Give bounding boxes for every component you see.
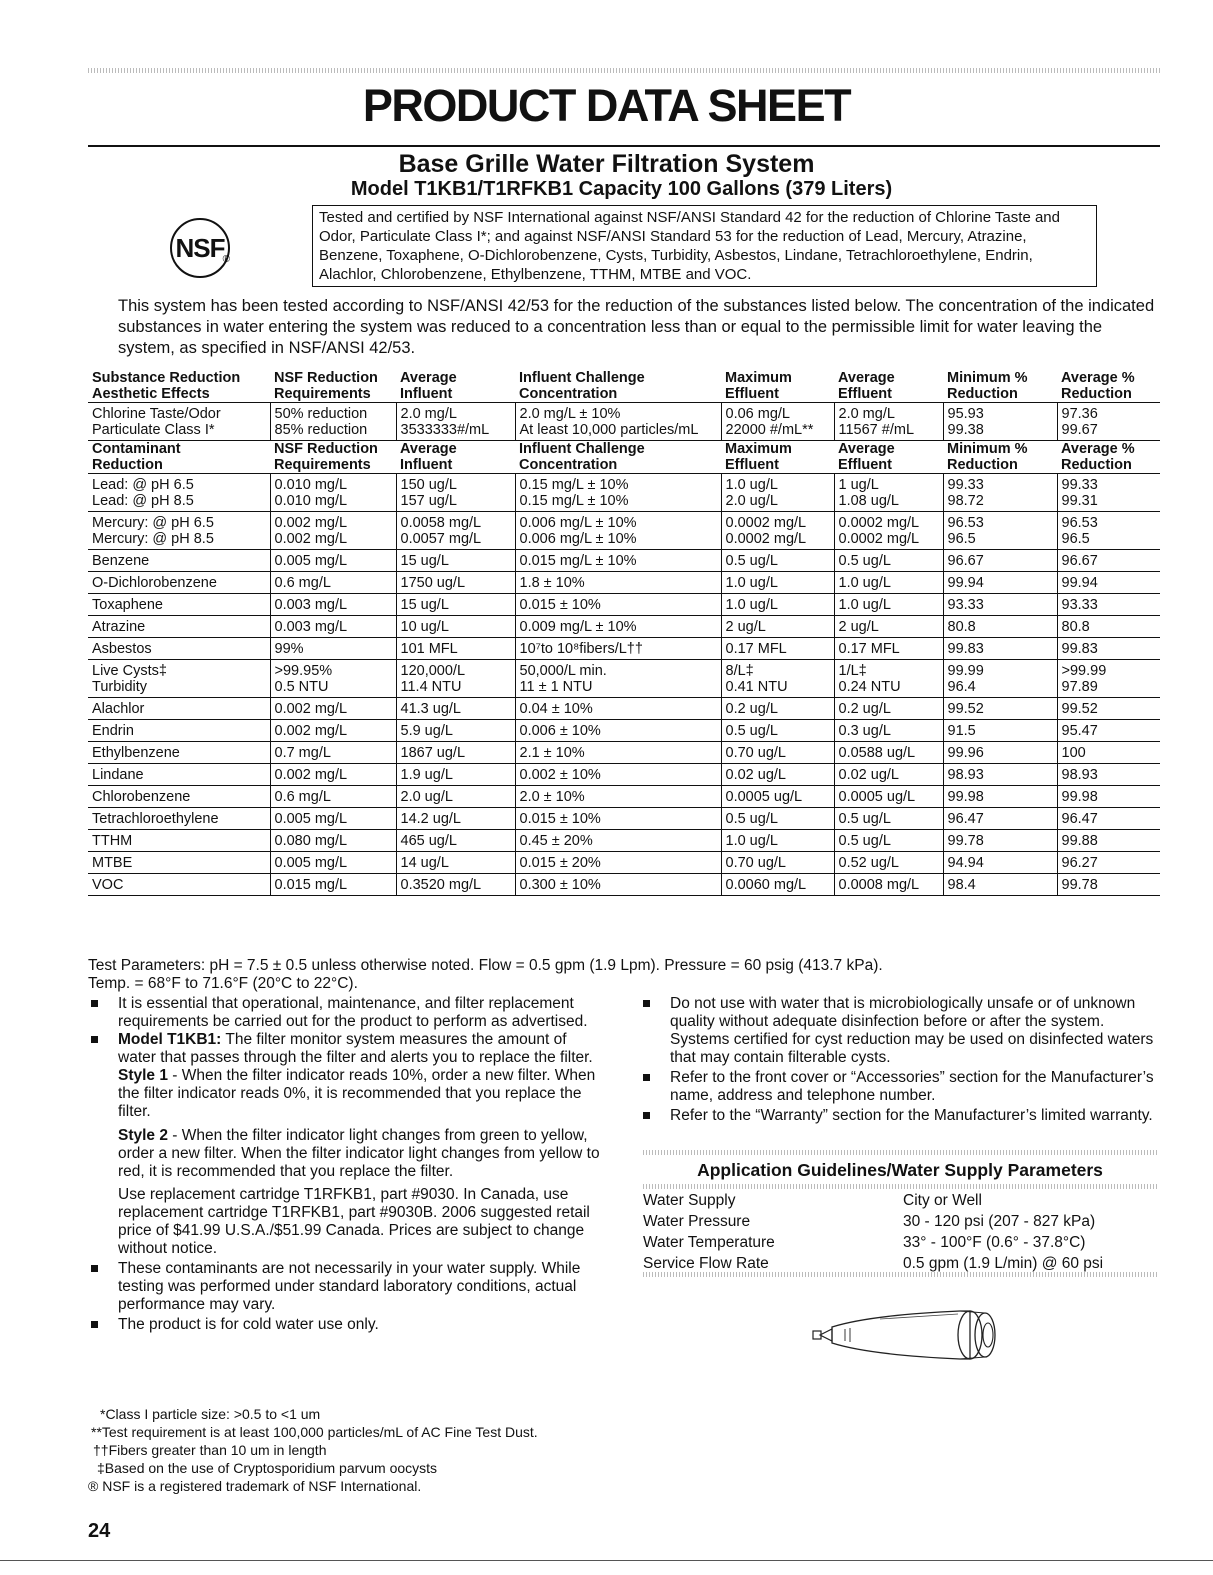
table-cell: Influent Challenge Concentration [515, 441, 721, 474]
nsf-logo-text: NSF [175, 233, 225, 263]
table-cell: 0.0058 mg/L 0.0057 mg/L [396, 512, 515, 550]
table-cell: 99.83 [943, 638, 1057, 660]
table-cell: 0.015 ± 20% [515, 852, 721, 874]
table-cell: 0.0005 ug/L [721, 786, 834, 808]
table-cell: 50% reduction 85% reduction [270, 403, 396, 441]
table-cell: Average Effluent [834, 370, 943, 403]
table-cell: 1.0 ug/L [834, 594, 943, 616]
registered-mark: ® [222, 254, 230, 265]
table-cell: Toxaphene [88, 594, 270, 616]
table-cell: Average Effluent [834, 441, 943, 474]
table-cell: 0.015 mg/L [270, 874, 396, 896]
table-cell: 95.47 [1057, 720, 1160, 742]
table-cell: Average Influent [396, 370, 515, 403]
style-1-paragraph: Style 1 - When the filter indicator reads 10%, order a new filter. When the filter indicator reads 0%, it is recommended that you replace the filter. [118, 1067, 596, 1120]
table-cell: 0.3520 mg/L [396, 874, 515, 896]
app-value: 33° - 100°F (0.6° - 37.8°C) [903, 1234, 1086, 1251]
table-cell: Chlorine Taste/Odor Particulate Class I* [88, 403, 270, 441]
table-cell: 1.0 ug/L [721, 830, 834, 852]
table-cell: 2.0 ug/L [396, 786, 515, 808]
nsf-logo [170, 218, 230, 278]
table-cell: 0.15 mg/L ± 10% 0.15 mg/L ± 10% [515, 474, 721, 512]
table-cell: 100 [1057, 742, 1160, 764]
table-cell: 2.0 mg/L 11567 #/mL [834, 403, 943, 441]
page-title: PRODUCT DATA SHEET [362, 80, 851, 131]
table-cell: 14.2 ug/L [396, 808, 515, 830]
table-cell: 98.93 [943, 764, 1057, 786]
reduction-table [88, 370, 1160, 896]
table-row [88, 698, 1160, 720]
table-cell: 0.5 ug/L [834, 550, 943, 572]
table-cell: 99.52 [1057, 698, 1160, 720]
table-cell: 0.300 ± 10% [515, 874, 721, 896]
table-cell: 8/L‡ 0.41 NTU [721, 660, 834, 698]
table-row [88, 786, 1160, 808]
table-cell: 0.002 mg/L 0.002 mg/L [270, 512, 396, 550]
table-cell: Minimum % Reduction [943, 441, 1057, 474]
table-row [88, 852, 1160, 874]
app-row [643, 1253, 1103, 1274]
table-cell: 0.0002 mg/L 0.0002 mg/L [834, 512, 943, 550]
table-cell: 15 ug/L [396, 550, 515, 572]
table-row [88, 403, 1160, 441]
table-cell: Mercury: @ pH 6.5 Mercury: @ pH 8.5 [88, 512, 270, 550]
bullet-maintenance: It is essential that operational, maintenance, and filter replacement requirements be carried out for the product to perform as advertised. [88, 995, 608, 1031]
table-cell: VOC [88, 874, 270, 896]
table-cell: 0.70 ug/L [721, 852, 834, 874]
table-cell: 96.47 [943, 808, 1057, 830]
table-cell: Alachlor [88, 698, 270, 720]
table-cell: 2 ug/L [834, 616, 943, 638]
table-cell: Minimum % Reduction [943, 370, 1057, 403]
table-cell: 15 ug/L [396, 594, 515, 616]
app-value: 30 - 120 psi (207 - 827 kPa) [903, 1213, 1096, 1230]
app-value: 0.5 gpm (1.9 L/min) @ 60 psi [903, 1255, 1104, 1272]
table-cell: 101 MFL [396, 638, 515, 660]
table-cell: 0.52 ug/L [834, 852, 943, 874]
table-cell: 0.010 mg/L 0.010 mg/L [270, 474, 396, 512]
table-row [88, 550, 1160, 572]
table-cell: 0.02 ug/L [834, 764, 943, 786]
table-cell: Benzene [88, 550, 270, 572]
table-cell: 99.78 [1057, 874, 1160, 896]
table-cell: 0.002 mg/L [270, 698, 396, 720]
table-cell: Average Influent [396, 441, 515, 474]
bullet-model-t1kb1: Model T1KB1: The filter monitor system measures the amount of water that passes through the filter and alerts you to replace the filter. [88, 1031, 608, 1067]
table-cell: 0.003 mg/L [270, 594, 396, 616]
table-cell: 99.98 [1057, 786, 1160, 808]
table-cell: 0.0060 mg/L [721, 874, 834, 896]
table-cell: 91.5 [943, 720, 1057, 742]
table-cell: 0.0588 ug/L [834, 742, 943, 764]
table-cell: 96.47 [1057, 808, 1160, 830]
table-cell: 96.67 [1057, 550, 1160, 572]
table-cell: 0.2 ug/L [721, 698, 834, 720]
table-cell: 0.5 ug/L [721, 720, 834, 742]
table-cell: Average % Reduction [1057, 370, 1160, 403]
table-cell: 5.9 ug/L [396, 720, 515, 742]
app-bottom-rule [643, 1272, 1158, 1277]
table-cell: Maximum Effluent [721, 441, 834, 474]
table-header-contaminant [88, 441, 1160, 474]
table-cell: 96.53 96.5 [943, 512, 1057, 550]
table-cell: Influent Challenge Concentration [515, 370, 721, 403]
table-cell: Lindane [88, 764, 270, 786]
footnote: ††Fibers greater than 10 um in length [93, 1442, 327, 1458]
table-cell: 0.005 mg/L [270, 808, 396, 830]
table-cell: 99.94 [943, 572, 1057, 594]
table-cell: 14 ug/L [396, 852, 515, 874]
table-row [88, 572, 1160, 594]
bullet-contaminants: These contaminants are not necessarily in your water supply. While testing was performed under standard laboratory conditions, actual performance may vary. [88, 1260, 608, 1314]
table-cell: 0.5 ug/L [721, 550, 834, 572]
footnote: ® NSF is a registered trademark of NSF International. [88, 1478, 422, 1494]
table-cell: 1 ug/L 1.08 ug/L [834, 474, 943, 512]
table-cell: 99.99 96.4 [943, 660, 1057, 698]
table-cell: 2 ug/L [721, 616, 834, 638]
footnotes [88, 1405, 538, 1495]
table-cell: 80.8 [1057, 616, 1160, 638]
table-cell: Ethylbenzene [88, 742, 270, 764]
intro-paragraph: This system has been tested according to NSF/ANSI 42/53 for the reduction of the substances listed below. The concentration of the indicated substances in water entering the system was reduced to a concentration less than or equal to the permissible limit for water leaving the system, as specified in NSF/ANSI 42/53. [118, 297, 1155, 357]
app-key: Water Supply [643, 1192, 736, 1209]
filter-cartridge-illustration [810, 1305, 1010, 1365]
table-cell: Maximum Effluent [721, 370, 834, 403]
bullet-manufacturer: Refer to the front cover or “Accessories” section for the Manufacturer’s name, address and telephone number. [640, 1069, 1165, 1105]
table-cell: 41.3 ug/L [396, 698, 515, 720]
table-cell: 0.5 ug/L [834, 808, 943, 830]
table-cell: 1.0 ug/L 2.0 ug/L [721, 474, 834, 512]
app-value: City or Well [903, 1192, 982, 1209]
table-cell: 98.93 [1057, 764, 1160, 786]
bullet-microbiological: Do not use with water that is microbiologically unsafe or of unknown quality without adequate disinfection before or after the system. Systems certified for cyst reduction may be used on disinfected waters that may contain filterable cysts. [640, 995, 1165, 1067]
table-cell: 465 ug/L [396, 830, 515, 852]
table-cell: 99.98 [943, 786, 1057, 808]
table-cell: 99.78 [943, 830, 1057, 852]
table-cell: 1.0 ug/L [834, 572, 943, 594]
table-cell: Contaminant Reduction [88, 441, 270, 474]
table-cell: 0.015 ± 10% [515, 808, 721, 830]
footnote: **Test requirement is at least 100,000 particles/mL of AC Fine Test Dust. [91, 1424, 538, 1440]
table-cell: 0.5 ug/L [834, 830, 943, 852]
app-row [643, 1232, 1103, 1253]
app-top-rule [643, 1150, 1158, 1155]
table-cell: Asbestos [88, 638, 270, 660]
table-cell: 0.6 mg/L [270, 572, 396, 594]
table-row [88, 660, 1160, 698]
right-bullet-list [640, 995, 1165, 1125]
table-cell: 1867 ug/L [396, 742, 515, 764]
table-cell: Atrazine [88, 616, 270, 638]
table-row [88, 638, 1160, 660]
table-cell: 0.70 ug/L [721, 742, 834, 764]
table-row [88, 874, 1160, 896]
model-line: Model T1KB1/T1RFKB1 Capacity 100 Gallons (379 Liters) [350, 178, 893, 200]
table-row [88, 594, 1160, 616]
table-cell: 2.0 ± 10% [515, 786, 721, 808]
table-cell: 0.015 ± 10% [515, 594, 721, 616]
table-cell: 0.17 MFL [721, 638, 834, 660]
table-cell: O-Dichlorobenzene [88, 572, 270, 594]
table-cell: 96.67 [943, 550, 1057, 572]
table-cell: 0.04 ± 10% [515, 698, 721, 720]
table-cell: 0.015 mg/L ± 10% [515, 550, 721, 572]
table-cell: 97.36 99.67 [1057, 403, 1160, 441]
table-cell: 95.93 99.38 [943, 403, 1057, 441]
table-cell: 0.009 mg/L ± 10% [515, 616, 721, 638]
table-cell: 120,000/L 11.4 NTU [396, 660, 515, 698]
table-cell: 0.0005 ug/L [834, 786, 943, 808]
table-cell: 10⁷to 10⁸fibers/L†† [515, 638, 721, 660]
table-cell: 0.0002 mg/L 0.0002 mg/L [721, 512, 834, 550]
table-cell: 0.003 mg/L [270, 616, 396, 638]
table-cell: 0.006 ± 10% [515, 720, 721, 742]
table-cell: Tetrachloroethylene [88, 808, 270, 830]
table-cell: 50,000/L min. 11 ± 1 NTU [515, 660, 721, 698]
table-cell: 99.88 [1057, 830, 1160, 852]
table-cell: Substance Reduction Aesthetic Effects [88, 370, 270, 403]
table-cell: 0.002 mg/L [270, 764, 396, 786]
table-row [88, 616, 1160, 638]
table-cell: 2.0 mg/L 3533333#/mL [396, 403, 515, 441]
table-cell: 0.45 ± 20% [515, 830, 721, 852]
table-cell: 99.83 [1057, 638, 1160, 660]
table-cell: TTHM [88, 830, 270, 852]
table-cell: 99.33 98.72 [943, 474, 1057, 512]
table-cell: 99.33 99.31 [1057, 474, 1160, 512]
footnote: *Class I particle size: >0.5 to <1 um [100, 1406, 321, 1422]
table-cell: 0.080 mg/L [270, 830, 396, 852]
table-cell: Lead: @ pH 6.5 Lead: @ pH 8.5 [88, 474, 270, 512]
table-cell: 2.1 ± 10% [515, 742, 721, 764]
table-row [88, 764, 1160, 786]
table-cell: 96.27 [1057, 852, 1160, 874]
application-guidelines-title: Application Guidelines/Water Supply Parameters [697, 1160, 1103, 1180]
table-cell: 1.0 ug/L [721, 594, 834, 616]
table-cell: 99.52 [943, 698, 1057, 720]
table-cell: 96.53 96.5 [1057, 512, 1160, 550]
page-number: 24 [88, 1520, 111, 1542]
table-cell: 0.0008 mg/L [834, 874, 943, 896]
table-cell: 94.94 [943, 852, 1057, 874]
table-cell: 93.33 [943, 594, 1057, 616]
test-parameters: Test Parameters: pH = 7.5 ± 0.5 unless otherwise noted. Flow = 0.5 gpm (1.9 Lpm). Pressure = 60 psig (413.7 kPa). Temp. = 68°F to 71.6°F (20°C to 22°C). [88, 957, 883, 992]
top-dotted-rule [88, 68, 1160, 73]
table-cell: 0.006 mg/L ± 10% 0.006 mg/L ± 10% [515, 512, 721, 550]
app-key: Water Temperature [643, 1234, 775, 1251]
table-header-aesthetic [88, 370, 1160, 403]
product-subtitle: Base Grille Water Filtration System [398, 150, 815, 178]
table-cell: 98.4 [943, 874, 1057, 896]
style-2-paragraph: Style 2 - When the filter indicator light changes from green to yellow, order a new filter. When the filter indicator light changes from yellow to red, it is recommended that you replace the filter. [118, 1127, 600, 1180]
table-cell: 99% [270, 638, 396, 660]
table-row [88, 742, 1160, 764]
table-cell: 0.02 ug/L [721, 764, 834, 786]
bottom-rule [0, 1560, 1213, 1561]
footnote: ‡Based on the use of Cryptosporidium parvum oocysts [97, 1460, 438, 1476]
table-row [88, 474, 1160, 512]
table-cell: 99.96 [943, 742, 1057, 764]
table-cell: 0.005 mg/L [270, 852, 396, 874]
table-cell: Endrin [88, 720, 270, 742]
table-cell: 0.3 ug/L [834, 720, 943, 742]
table-cell: 10 ug/L [396, 616, 515, 638]
table-cell: NSF Reduction Requirements [270, 441, 396, 474]
app-key: Water Pressure [643, 1213, 751, 1230]
title-divider [88, 145, 1160, 147]
table-cell: 0.6 mg/L [270, 786, 396, 808]
table-cell: 80.8 [943, 616, 1057, 638]
app-row [643, 1190, 1103, 1211]
left-bullet-list [88, 995, 608, 1334]
table-cell: 0.7 mg/L [270, 742, 396, 764]
table-cell: 1.0 ug/L [721, 572, 834, 594]
table-cell: >99.99 97.89 [1057, 660, 1160, 698]
table-cell: 0.005 mg/L [270, 550, 396, 572]
bullet-warranty: Refer to the “Warranty” section for the Manufacturer’s limited warranty. [640, 1107, 1165, 1125]
table-cell: 2.0 mg/L ± 10% At least 10,000 particles/mL [515, 403, 721, 441]
table-cell: 0.06 mg/L 22000 #/mL** [721, 403, 834, 441]
table-cell: 0.002 mg/L [270, 720, 396, 742]
table-cell: 1.9 ug/L [396, 764, 515, 786]
table-cell: NSF Reduction Requirements [270, 370, 396, 403]
table-row [88, 512, 1160, 550]
table-cell: Average % Reduction [1057, 441, 1160, 474]
bullet-cold-water: The product is for cold water use only. [88, 1316, 608, 1334]
table-cell: Live Cysts‡ Turbidity [88, 660, 270, 698]
table-row [88, 830, 1160, 852]
table-cell: 0.002 ± 10% [515, 764, 721, 786]
app-key: Service Flow Rate [643, 1255, 769, 1272]
app-title-rule [643, 1184, 1158, 1189]
table-cell: 99.94 [1057, 572, 1160, 594]
table-cell: 150 ug/L 157 ug/L [396, 474, 515, 512]
table-cell: 1.8 ± 10% [515, 572, 721, 594]
certification-box: Tested and certified by NSF International against NSF/ANSI Standard 42 for the reduction of Chlorine Taste and Odor, Particulate Class I*; and against NSF/ANSI Standard 53 for the reduction of Lead, Mercury, Atrazine, Benzene, Toxaphene, O-Dichlorobenzene, Cysts, Turbidity, Asbestos, Lindane, Tetrachloroethylene, Endrin, Alachlor, Chlorobenzene, Ethylbenzene, TTHM, MTBE and VOC. [312, 205, 1097, 287]
application-guidelines-table [643, 1190, 1103, 1274]
table-cell: 0.5 ug/L [721, 808, 834, 830]
table-cell: 1/L‡ 0.24 NTU [834, 660, 943, 698]
table-cell: 0.17 MFL [834, 638, 943, 660]
table-cell: 93.33 [1057, 594, 1160, 616]
table-row [88, 720, 1160, 742]
table-cell: MTBE [88, 852, 270, 874]
table-cell: Chlorobenzene [88, 786, 270, 808]
table-cell: 1750 ug/L [396, 572, 515, 594]
app-row [643, 1211, 1103, 1232]
table-cell: >99.95% 0.5 NTU [270, 660, 396, 698]
table-row [88, 808, 1160, 830]
table-cell: 0.2 ug/L [834, 698, 943, 720]
replacement-paragraph: Use replacement cartridge T1RFKB1, part #9030. In Canada, use replacement cartridge T1RFKB1, part #9030B. 2006 suggested retail price of $41.99 U.S.A./$51.99 Canada. Prices are subject to change without notice. [118, 1186, 590, 1257]
